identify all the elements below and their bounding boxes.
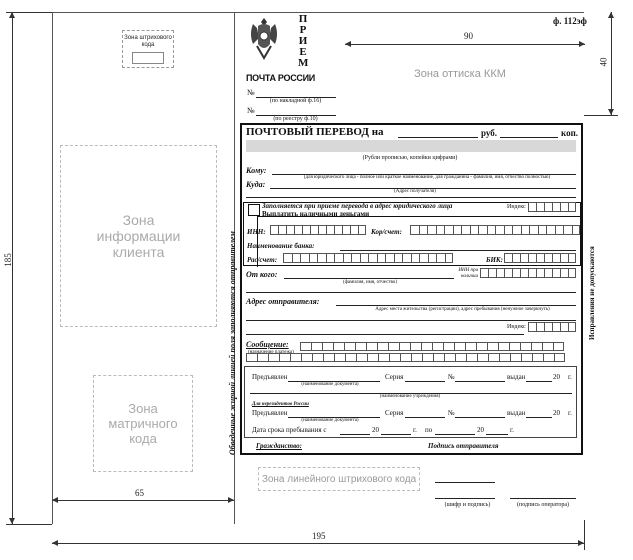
bank-line[interactable] <box>340 250 576 251</box>
priem-letter: Е <box>299 46 307 58</box>
linear-barcode-zone <box>258 467 420 491</box>
inn-note: ИНН при наличии <box>458 268 478 279</box>
citizenship-label: Гражданство: <box>256 442 302 450</box>
from-whom-line-2[interactable] <box>246 292 576 293</box>
message-cells-1[interactable] <box>300 342 564 351</box>
dim-90-line <box>345 44 585 45</box>
stay-to-suffix: г. <box>510 426 514 434</box>
dim-65-line <box>52 500 234 501</box>
dim-90-arrow-right <box>579 41 585 47</box>
linear-barcode-label: Зона линейного штрихового кода <box>261 473 417 485</box>
stay-to-line[interactable] <box>435 434 475 435</box>
index-cells-1[interactable] <box>528 202 576 212</box>
year-suffix-1: г. <box>568 373 572 381</box>
message-caption: (назначение платежа) <box>248 350 294 355</box>
matrix-code-zone <box>93 375 193 472</box>
stay-from-line[interactable] <box>340 434 370 435</box>
dim-185-tick-top <box>6 12 52 13</box>
issued-date-line-1[interactable] <box>526 381 552 382</box>
kkm-zone <box>345 48 575 100</box>
doc-caption-1: (наименование документа) <box>301 382 359 387</box>
sender-address-line-3[interactable] <box>246 334 524 335</box>
eagle-emblem-icon <box>245 14 283 62</box>
vertical-sender-note: Обведенные жирной линией поля заполняются отправителем <box>228 231 237 455</box>
issued-label-2: выдан <box>507 409 526 417</box>
client-info-zone-label: Зона информации клиента <box>96 212 181 260</box>
from-whom-line[interactable] <box>284 278 454 279</box>
inn-cells[interactable] <box>270 225 366 235</box>
rub-line[interactable] <box>398 137 478 138</box>
invoice-no-label: № <box>247 88 255 97</box>
series-label-1: Серия <box>385 373 404 381</box>
barcode-zone-label: Зона штрихового кода <box>124 34 172 48</box>
dim-185-line <box>12 12 13 524</box>
priem-letter: П <box>298 13 308 25</box>
dim-90-arrow-left <box>345 41 351 47</box>
dim-195-tick-right <box>584 520 585 550</box>
year-label-1: 20 <box>553 373 560 381</box>
kop-line[interactable] <box>500 137 558 138</box>
dim-40-arrow-top <box>608 12 614 18</box>
from-whom-label: От кого: <box>246 270 278 279</box>
dim-40-line <box>611 12 612 115</box>
sender-signature-label: Подпись отправителя <box>428 442 499 450</box>
index-label-2: Индекс <box>507 324 526 330</box>
kkm-zone-label: Зона оттиска ККМ <box>414 68 506 80</box>
dim-65-arrow-left <box>52 497 58 503</box>
legal-entity-checkbox[interactable] <box>248 204 260 216</box>
rub-label: руб. <box>481 128 498 138</box>
number-line-1[interactable] <box>455 381 505 382</box>
kor-cells[interactable] <box>410 225 580 235</box>
no-corrections-note: Исправления не допускаются <box>588 246 596 340</box>
presented-label-1: Предъявлен <box>252 373 288 381</box>
where-line-2[interactable] <box>246 197 576 198</box>
dim-195-label: 195 <box>312 531 326 541</box>
priem-vertical <box>298 14 308 69</box>
message-cells-2[interactable] <box>246 353 565 362</box>
nonresident-label: Для нерезидентов России <box>252 402 309 407</box>
index-cells-2[interactable] <box>528 322 576 332</box>
post-name: ПОЧТА РОССИИ <box>246 73 315 83</box>
inn-label: ИНН: <box>247 228 266 236</box>
stay-from-year: 20 <box>372 426 379 434</box>
invoice-caption: (по накладной ф.16) <box>269 98 322 104</box>
amount-words-bar[interactable] <box>246 140 576 152</box>
dim-40-tick-bottom <box>584 115 618 116</box>
cipher-signature-caption: (шифр и подпись) <box>444 502 491 508</box>
issued-label-1: выдан <box>507 373 526 381</box>
client-info-zone <box>60 145 217 327</box>
to-whom-label: Кому: <box>246 166 267 175</box>
stay-from-suffix: г. <box>413 426 417 434</box>
priem-letter: И <box>298 35 308 47</box>
dim-65-label: 65 <box>135 488 144 498</box>
series-line-1[interactable] <box>405 381 445 382</box>
dim-195-line <box>52 543 584 544</box>
left-panel-border <box>52 12 53 524</box>
cipher-signature-line-2[interactable] <box>435 498 495 499</box>
stay-from-year-line[interactable] <box>381 434 411 435</box>
dim-195-arrow-left <box>52 540 58 546</box>
ras-cells[interactable] <box>283 253 453 263</box>
dim-185-tick-bottom <box>6 524 52 525</box>
number-label-2: № <box>448 409 455 417</box>
form-code: ф. 112эф <box>553 16 587 26</box>
operator-signature-line[interactable] <box>510 498 576 499</box>
issued-date-line-2[interactable] <box>526 417 552 418</box>
priem-letter: М <box>298 57 309 69</box>
bik-cells[interactable] <box>504 253 576 263</box>
dim-185-label: 185 <box>2 253 13 267</box>
year-label-2: 20 <box>553 409 560 417</box>
top-border <box>52 12 584 13</box>
sender-address-label: Адрес отправителя: <box>246 297 320 306</box>
year-suffix-2: г. <box>568 409 572 417</box>
registry-caption: (по реестру ф.10) <box>273 116 318 122</box>
bank-label: Наименование банка: <box>247 242 315 250</box>
cash-option: Выплатить наличными деньгами <box>262 210 370 218</box>
ras-label: Рас/счет: <box>247 256 278 264</box>
bik-label: БИК: <box>486 256 503 264</box>
cipher-signature-line[interactable] <box>435 482 495 483</box>
stay-dates-label: Дата срока пребывания с <box>252 426 327 434</box>
dim-40-label: 40 <box>598 57 609 67</box>
amount-caption: (Рубли прописью, копейки цифрами) <box>362 155 458 161</box>
number-line-2[interactable] <box>455 417 505 418</box>
kor-label: Кор/счет: <box>371 228 402 236</box>
series-line-2[interactable] <box>405 417 445 418</box>
to-whom-caption: (для юридического лица - полное или краткое наименование, для гражданина - фамилия, имя, отчество полностью) <box>303 175 551 180</box>
sender-address-line[interactable] <box>336 305 576 306</box>
sender-address-caption: Адрес места жительства (регистрации), адрес пребывания (ненужное зачеркнуть) <box>375 307 550 312</box>
fio-caption: (фамилия, имя, отчество) <box>343 280 397 285</box>
where-label: Куда: <box>246 180 266 189</box>
stay-by-label: по <box>425 426 433 434</box>
index-label-1: Индекс <box>507 204 526 210</box>
priem-letter: Р <box>299 24 307 36</box>
matrix-code-zone-label: Зона матричного кода <box>108 401 178 446</box>
barcode-box <box>132 52 164 64</box>
dim-90-label: 90 <box>464 31 473 41</box>
sender-address-line-2[interactable] <box>246 320 576 321</box>
registry-no-label: № <box>247 106 255 115</box>
barcode-zone <box>122 30 174 68</box>
presented-label-2: Предъявлен <box>252 409 288 417</box>
institution-caption-1: (наименование учреждения) <box>379 394 441 399</box>
message-label: Сообщение: <box>246 340 289 349</box>
operator-signature-caption: (подпись оператора) <box>517 502 569 508</box>
number-label-1: № <box>448 373 455 381</box>
dim-65-arrow-right <box>228 497 234 503</box>
sender-inn-cells[interactable] <box>480 268 576 278</box>
series-label-2: Серия <box>385 409 404 417</box>
stay-to-year-line[interactable] <box>486 434 508 435</box>
stay-to-year: 20 <box>477 426 484 434</box>
doc-caption-2: (наименование документа) <box>301 418 359 423</box>
form-title: ПОЧТОВЫЙ ПЕРЕВОД на <box>246 126 384 138</box>
legal-header: Заполняется при приеме перевода в адрес юридического лица <box>262 202 453 210</box>
address-caption: (Адрес получателя) <box>394 189 436 194</box>
kop-label: коп. <box>561 128 579 138</box>
